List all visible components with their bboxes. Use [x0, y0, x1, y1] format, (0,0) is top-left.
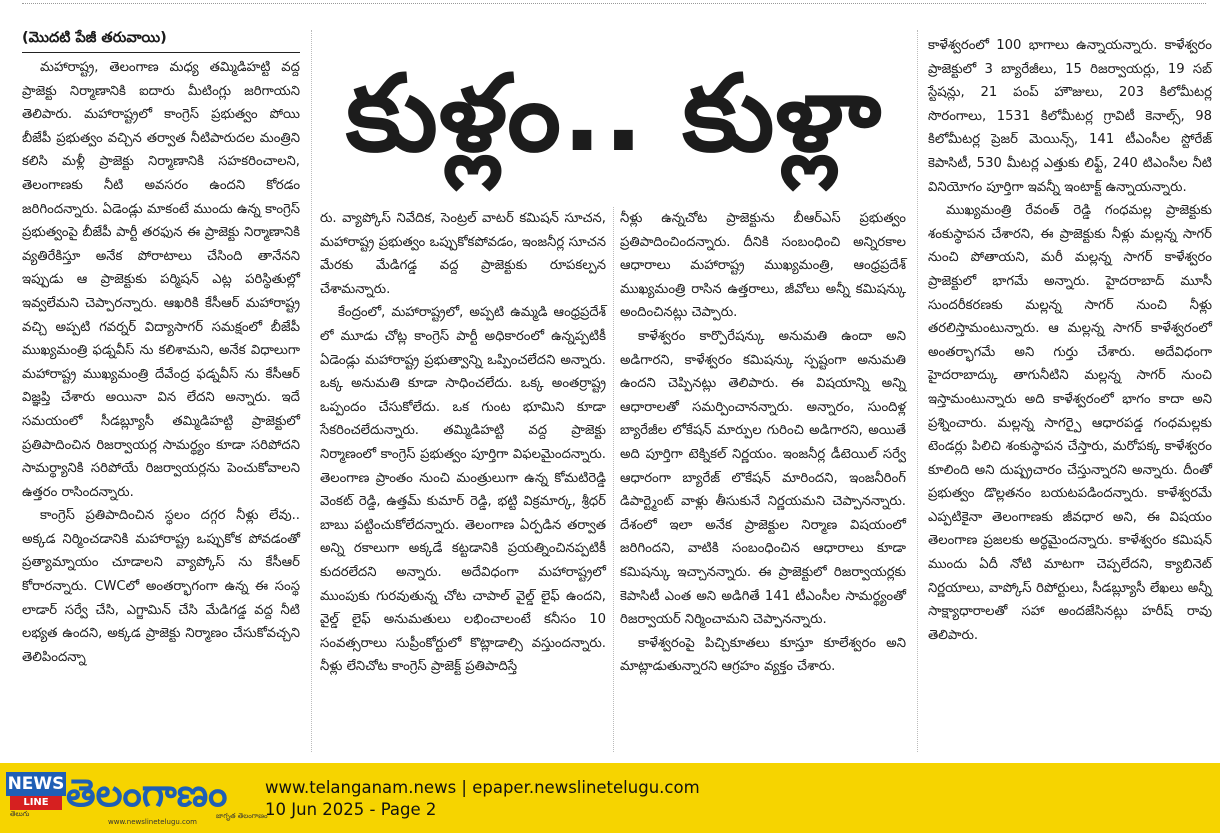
- kicker-rule: [22, 52, 300, 53]
- paragraph: కాళేశ్వరంలో 100 భాగాలు ఉన్నాయన్నారు. కాళేశ్వరం ప్రాజెక్టులో 3 బ్యారేజీలు, 15 రిజర్వాయర్లు, 19 సబ్ స్టేషన్లు, 21 పంప్ హౌజులు, 203 కిలోమీటర్ల సొరంగాలు, 1531 కిలోమీటర్ల గ్రావిటీ కెనాల్స్, 98 కిలోమీటర్ల ప్రెజర్ మెయిన్స్, 141 టీఎంసీల స్టోరేజ్ కెపాసిటీ, 530 మీటర్ల ఎత్తుకు లిఫ్ట్, 240 టిఎంసీల నీటి వినియోగం పూర్తిగా ఇవన్నీ ఇంటాక్ట్ ఉన్నాయన్నారు.: [928, 38, 1212, 195]
- continuation-kicker: (మొదటి పేజీ తరువాయి): [22, 30, 167, 46]
- article-column-2: [320, 207, 606, 679]
- top-dotted-rule: [22, 3, 1206, 4]
- brand-tagline: జాగృత తెలంగాణం: [216, 812, 268, 820]
- newsline-logo[interactable]: [6, 772, 66, 818]
- brand-name: తెలంగాణం: [66, 771, 228, 815]
- paragraph: కాంగ్రెస్ ప్రతిపాదించిన స్థలం దగ్గర నీళ్లు లేవు.. అక్కడ నిర్మించడానికి మహారాష్ట్ర ఒప్పుకోక పోవడంతో ప్రత్యామ్నాయం చూడాలని వ్యాప్కోస్ ను కేసీఆర్ కోరారన్నారు. CWCలో అంతర్భాగంగా ఉన్న ఈ సంస్థ లాడార్ సర్వే చేసి, ఎగ్జామిన్ చేసి మేడిగడ్డ వద్ద నీటి లభ్యత ఉందని, అక్కడ ప్రాజెక్టు నిర్మాణం చేసుకోవచ్చని తెలిపిందన్నా: [22, 508, 300, 665]
- paragraph: మహారాష్ట్ర, తెలంగాణ మధ్య తమ్మిడిహట్టి వద్ద ప్రాజెక్టు నిర్మాణానికి ఐదారు మీటింగ్లు జరిగాయని తెలిపారు. మహారాష్ట్రలో కాంగ్రెస్ ప్రభుత్వం పోయి బీజేపీ ప్రభుత్వం వచ్చిన తర్వాత నీటిపారుదల మంత్రిని కలిసి మళ్లీ ప్రాజెక్టు నిర్మాణానికి సహకరించాలని, తెలంగాణకు నీటి అవసరం ఉందని కోరడం జరిగిందన్నారు. ఏడెండ్లు మాకంటే ముందు ఉన్న కాంగ్రెస్ ప్రభుత్వంపై బీజేపీ పార్టీ తరఫున ఈ ప్రాజెక్టు నిర్మాణానికి వ్యతిరేకిస్తూ అనేక పోరాటాలు చేసింది తానేనని ఇప్పుడు ఆ ప్రాజెక్టుకు పర్మిషన్ ఎట్ల పరిస్థితుల్లో ఇవ్వలేమని చెప్పారన్నారు. ఆఖరికి కేసీఆర్ మహారాష్ట్ర వచ్చి అప్పటి గవర్నర్ విద్యాసాగర్ సమక్షంలో బీజేపీ ముఖ్యమంత్రి ఫడ్నవీస్ ను కలిశామని, అనేక విధాలుగా మహారాష్ట్ర ముఖ్యమంత్రి దేవేంద్ర ఫడ్నవీస్ ను కేసీఆర్ విజ్ఞప్తి చేశారు అయినా విన లేదని అన్నారు. ఇదే సమయంలో సీడబ్ల్యూసీ తమ్మిడిహట్టి ప్రాజెక్టులో ప్రతిపాదించిన రిజర్వాయర్ల సామర్థ్యం కూడా సరిపోదని సామర్థ్యానికి సరిపోయే రిజర్వాయర్లను పెంచుకోవాలని ఉత్తరం రాసిందన్నారు.: [22, 60, 300, 500]
- brand-website: www.newslinetelugu.com: [108, 818, 197, 826]
- paragraph: రు. వ్యాప్కోస్ నివేదిక, సెంట్రల్ వాటర్ కమిషన్ సూచన, మహారాష్ట్ర ప్రభుత్వం ఒప్పుకోకపోవడం, ఇంజనీర్ల సూచన మేరకు మేడిగడ్డ వద్ద ప్రాజెక్టుకు రూపకల్పన చేశామన్నారు.: [320, 211, 606, 297]
- footer-urls[interactable]: www.telanganam.news | epaper.newslinetelugu.com: [265, 778, 700, 797]
- logo-language: తెలుగు: [10, 810, 30, 818]
- article-column-4: [928, 34, 1212, 647]
- column-separator: [917, 30, 918, 752]
- paragraph: కేంద్రంలో, మహారాష్ట్రలో, అప్పటి ఉమ్మడి ఆంధ్రప్రదేశ్ లో మూడు చోట్ల కాంగ్రెస్ పార్టీ అధికారంలో ఉన్నప్పటికీ ఏడెండ్లు మహారాష్ట్ర ప్రభుత్వాన్ని ఒప్పించలేదని అన్నారు. ఒక్క అనుమతి కూడా సాధించలేదు. ఒక్క అంతర్రాష్ట్ర ఒప్పందం చేసుకోలేదు. ఒక గుంట భూమిని కూడా సేకరించలేదున్నారు. తమ్మిడిహట్టి వద్ద ప్రాజెక్టు నిర్మాణంలో కాంగ్రెస్ ప్రభుత్వం పూర్తిగా విఫలమైందన్నారు. తెలంగాణ ప్రాంతం నుంచి మంత్రులుగా ఉన్న కోమటిరెడ్డి వెంకట్ రెడ్డి, ఉత్తమ్ కుమార్ రెడ్డి, భట్టి విక్రమార్క, శ్రీధర్ బాబు పట్టించుకోలేదన్నారు. తెలంగాణ ఏర్పడిన తర్వాత అన్ని రకాలుగా అక్కడే కట్టడానికి ప్రయత్నించినప్పటికీ కుదరలేదని అన్నారు. అదేవిధంగా మహారాష్ట్రలో ముంపుకు గురవుతున్న చోట చాపాల్ వైల్డ్ లైఫ్ ఉందని, వైల్డ్ లైఫ్ అనుమతులు లభించాలంటే కనీసం 10 సంవత్సరాలు సుప్రీంకోర్టులో కొట్లాడాల్సి వస్తుందన్నారు. నీళ్లు లేనిచోట కాంగ్రెస్ ప్రాజెక్ట్ ప్రతిపాదిస్తే: [320, 305, 606, 675]
- headline: కుళ్లం.. కుళ్లా: [345, 52, 883, 175]
- logo-line-text: LINE: [10, 796, 62, 810]
- article-column-1: [22, 56, 300, 669]
- paragraph: నీళ్లు ఉన్నచోట ప్రాజెక్టును బీఆర్ఎస్ ప్రభుత్వం ప్రతిపాదించిందన్నారు. దీనికి సంబంధించి అన్నిరకాల ఆధారాలు మహారాష్ట్ర ముఖ్యమంత్రి, ఆంధ్రప్రదేశ్ ముఖ్యమంత్రి రాసిన ఉత్తరాలు, జీవోలు అన్నీ కమిషన్కు అందించినట్లు చెప్పారు.: [620, 211, 906, 321]
- column-separator: [311, 30, 312, 752]
- paragraph: ముఖ్యమంత్రి రేవంత్ రెడ్డి గంధమల్ల ప్రాజెక్టుకు శంకుస్థాపన చేశారని, ఈ ప్రాజెక్టుకు నీళ్లు మల్లన్న సాగర్ నుంచి పోతాయని, మరీ మల్లన్న సాగర్ కాళేశ్వరం ప్రాజెక్టులో భాగమే అన్నారు. హైదరాబాద్ మూసీ సుందరీకరణకు మల్లన్న సాగర్ నుంచి నీళ్లు తరలిస్తామంటున్నారు. ఆ మల్లన్న సాగర్ కాళేశ్వరంలో అంతర్భాగమే అని గుర్తు చేశారు. అదేవిధంగా హైదరాబాద్కు తాగునీటిని మల్లన్న సాగర్ నుంచి ఇస్తామంటున్నారు అది కాళేశ్వరంలో భాగం కాదా అని ప్రశ్నించారు. మల్లన్న సాగర్పై ఆధారపడ్డ గంధమల్లకు టెండర్లు పిలిచి శంకుస్థాపన చేస్తారు, మరోపక్క కాళేశ్వరం కూలింది అని దుష్ప్రచారం చేస్తున్నారని అన్నారు. దీంతో ప్రభుత్వం డొల్లతనం బయటపడిందన్నారు. కాళేశ్వరమే ఎప్పటికైనా తెలంగాణకు జీవధార అని, ఈ విషయం తెలంగాణ ప్రజలకు అర్థమైందన్నారు. కాళేశ్వరం కమిషన్ ముందు ఏదీ నోటి మాటగా చెప్పలేదని, క్యాబినెట్ నిర్ణయాలు, వాప్కోస్ రిపోర్టులు, సీడబ్ల్యూసీ లేఖలు అన్నీ సాక్ష్యాధారాలతో సహా అందజేసినట్లు హరీష్ రావు తెలిపారు.: [928, 203, 1212, 643]
- column-separator: [613, 207, 614, 752]
- logo-news-text: NEWS: [7, 774, 65, 794]
- footer-bar: [0, 763, 1220, 833]
- paragraph: కాళేశ్వరం కార్పొరేషన్కు అనుమతి ఉందా అని అడిగారని, కాళేశ్వరం కమిషన్కు స్పష్టంగా అనుమతి ఉందని చెప్పినట్లు తెలిపారు. ఈ విషయాన్ని అన్ని ఆధారాలతో సమర్పించానన్నారు. అన్నారం, సుందిళ్ల బ్యారేజీల లోకేషన్ మార్పుల గురించి అడిగారని, అయితే అది పూర్తిగా టెక్నికల్ నిర్ణయం. ఇంజనీర్ల డీటెయిల్ సర్వే ఆధారంగా బ్యారేజ్ లొకేషన్ మారిందని, ఇంజనీరింగ్ డిపార్ట్మెంట్ వాళ్లు తీసుకునే నిర్ణయమని చెప్పానన్నారు. దేశంలో ఇలా అనేక ప్రాజెక్టుల నిర్మాణ విషయంలో జరిగిందని, వాటికి సంబంధించిన ఆధారాలు కూడా కమిషన్కు ఇచ్చానన్నారు. ఈ ప్రాజెక్టులో రిజర్వాయర్లకు కెపాసిటీ ఎంత అని అడిగితే 141 టీఎంసీల సామర్థ్యంతో రిజర్వాయర్ నిర్మించామని చెప్పానన్నారు.: [620, 328, 906, 628]
- paragraph: కాళేశ్వరంపై పిచ్చికూతలు కూస్తూ కూలేశ్వరం అని మాట్లాడుతున్నారని ఆగ్రహం వ్యక్తం చేశారు.: [620, 635, 906, 675]
- article-column-3: [620, 207, 906, 679]
- edition-date: 10 Jun 2025 - Page 2: [265, 800, 437, 819]
